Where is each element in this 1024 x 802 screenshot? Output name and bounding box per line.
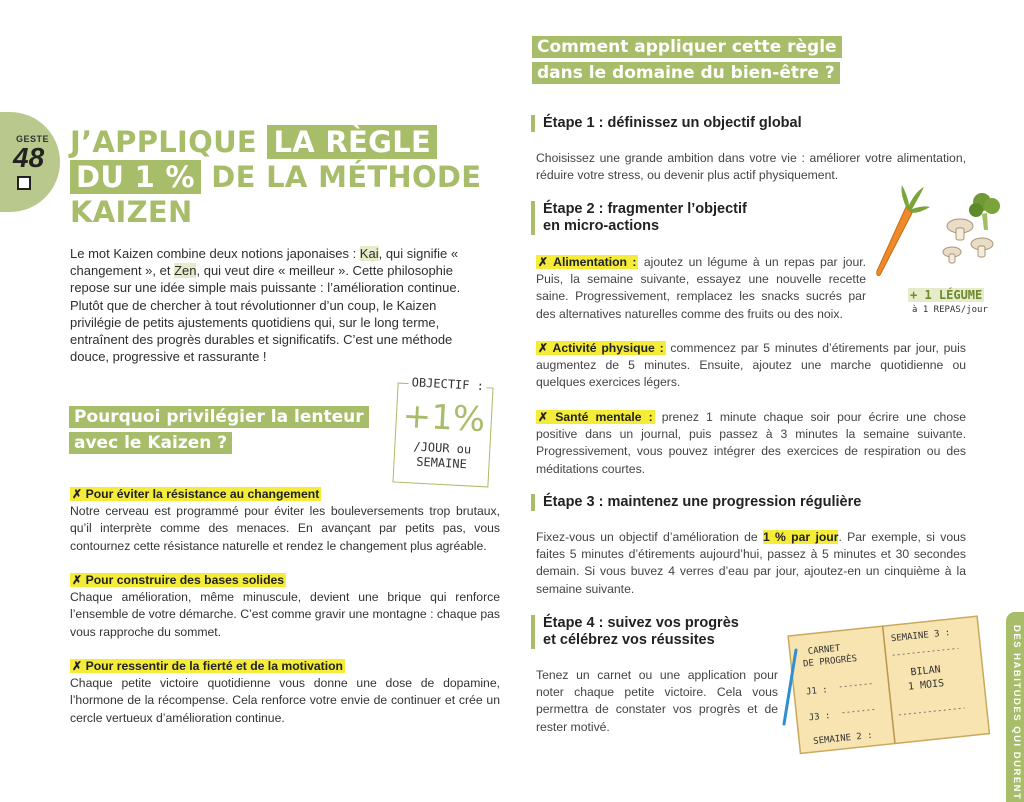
- left-section-line1: Pourquoi privilégier la lenteur: [69, 406, 369, 428]
- carnet-j1: J1 :: [805, 685, 829, 698]
- page-title: [70, 125, 490, 230]
- item-body: Chaque amélioration, même minuscule, devient une brique qui renforce l’ensemble de votre démarche. C’est comme gravir une montagne : chaque pas vous rapproche du sommet.: [70, 590, 500, 639]
- intro-paragraph: [70, 245, 482, 365]
- carrot-illustration: [872, 185, 932, 280]
- activite-label: ✗ Activité physique :: [536, 341, 666, 355]
- sante-label: ✗ Santé mentale :: [536, 410, 655, 424]
- geste-checkbox[interactable]: [17, 176, 31, 190]
- objectif-sub2: SEMAINE: [415, 454, 468, 472]
- step4-heading-line2: et célébrez vos réussites: [543, 632, 715, 648]
- intro-text-1: Le mot Kaizen combine deux notions japonaises :: [70, 246, 360, 261]
- list-item: [70, 486, 500, 555]
- right-section-line1: Comment appliquer cette règle: [532, 36, 842, 58]
- carnet-bilan: BILAN: [910, 664, 942, 679]
- geste-label: GESTE: [16, 134, 50, 144]
- objectif-box: [392, 375, 493, 488]
- carnet-title1: CARNET: [807, 643, 841, 658]
- objectif-sub: [394, 439, 489, 474]
- step1-heading: Étape 1 : définissez un objectif global: [531, 115, 802, 132]
- list-item: [70, 572, 500, 641]
- activite-body: commencez par 5 minutes d’étirements par jour, puis augmentez de 5 minutes. Ensuite, ajoutez une marche quotidienne ou quelques exercices légers.: [536, 341, 966, 390]
- sante-body: prenez 1 minute chaque soir pour écrire une chose positive dans un journal, puis passez à 3 minutes la semaine suivante. Progressivement, vous pouvez intégrer des exercices de respiration ou des méditations courtes.: [536, 410, 966, 476]
- micro-action-sante: [536, 409, 966, 478]
- right-section-heading: [532, 34, 862, 86]
- item-title: ✗ Pour ressentir de la fierté et de la motivation: [70, 659, 345, 673]
- step4-body: Tenez un carnet ou une application pour noter chaque petite victoire. Cela vous permettra de constater vos progrès et de rester motivé.: [536, 668, 778, 734]
- carnet-title2: DE PROGRÈS: [802, 653, 858, 670]
- step3-heading: Étape 3 : maintenez une progression régulière: [531, 494, 861, 511]
- step3-text-a: Fixez-vous un objectif d’amélioration de: [536, 530, 763, 544]
- carnet-semaine2: SEMAINE 2 :: [812, 730, 874, 747]
- title-line1a: J’APPLIQUE: [70, 125, 258, 159]
- carnet-illustration: [782, 612, 992, 762]
- step3-highlight: 1 % par jour: [762, 530, 839, 544]
- item-title: ✗ Pour éviter la résistance au changement: [70, 487, 321, 501]
- carnet-j3: J3 :: [808, 711, 831, 724]
- title-line1b: LA RÈGLE: [267, 125, 437, 159]
- micro-action-activite: [536, 340, 966, 392]
- objectif-value: +1%: [401, 395, 487, 441]
- item-body: Notre cerveau est programmé pour éviter les bouleversements trop brutaux, qu’il interprète comme des menaces. En avançant par petits pas, vous contournez cette résistance naturelle et rendez le changement plus agréable.: [70, 504, 500, 553]
- right-section-line2: dans le domaine du bien-être ?: [532, 62, 840, 84]
- broccoli-mushroom-illustration: [938, 188, 1004, 270]
- intro-text-3: , qui veut dire « meilleur ». Cette philosophie repose sur une idée simple mais puissante : l’amélioration continue. Plutôt que de chercher à tout révolutionner d’un coup, le Kaizen privilégie de petits ajustements quotidiens qui, sur le long terme, entraînent des progrès durables et significatifs. C’est une méthode douce, progressive et rassurante !: [70, 263, 461, 365]
- item-body: Chaque petite victoire quotidienne vous donne une dose de dopamine, l’hormone de la récompense. Cela renforce votre envie de continuer et crée un cercle vertueux d’amélioration continue.: [70, 676, 500, 725]
- carnet-semaine3: SEMAINE 3 :: [890, 628, 951, 645]
- step4-heading-line1: Étape 4 : suivez vos progrès: [543, 615, 739, 631]
- micro-action-alimentation: [536, 254, 866, 323]
- step1-body: Choisissez une grande ambition dans votre vie : améliorer votre alimentation, réduire votre stress, ou devenir plus actif physiquement.: [536, 151, 966, 183]
- carnet-mois: 1 MOIS: [907, 678, 945, 693]
- step2-heading-line1: Étape 2 : fragmenter l’objectif: [543, 201, 747, 217]
- side-tab-label: DES HABITUDES QUI DURENT: [1011, 625, 1022, 801]
- legume-note-big: + 1 LÉGUME: [910, 288, 983, 302]
- legume-note: [908, 288, 984, 302]
- list-item: [70, 658, 500, 727]
- step4-heading: [531, 615, 739, 649]
- title-line2b: DE LA MÉTHODE: [211, 160, 482, 194]
- title-line3: KAIZEN: [70, 195, 193, 229]
- item-title: ✗ Pour construire des bases solides: [70, 573, 286, 587]
- geste-number: 48: [13, 142, 45, 173]
- step3-body: [536, 529, 966, 598]
- step2-heading-line2: en micro-actions: [543, 218, 660, 234]
- intro-kai: Kai: [359, 246, 379, 261]
- step2-heading: [531, 201, 747, 235]
- intro-text-2: , qui signifie « changement », et: [70, 246, 459, 279]
- left-section-line2: avec le Kaizen ?: [69, 432, 232, 454]
- step3-text-b: . Par exemple, si vous faites 5 minutes d’étirements aujourd’hui, passez à 5 minutes et 30 secondes demain. Si vous buvez 4 verres d’eau par jour, ajoutez-en un cinquième à la semaine suivante.: [536, 530, 966, 596]
- objectif-label: OBJECTIF :: [408, 375, 487, 393]
- alimentation-body: ajoutez un légume à un repas par jour. Puis, la semaine suivante, essayez une nouvelle recette saine. Progressivement, remplacez les snacks sucrés par des alternatives naturelles comme des fruits ou des noix.: [536, 255, 867, 321]
- intro-zen: Zen: [174, 263, 197, 279]
- title-line2a: DU 1 %: [70, 160, 201, 194]
- legume-note-small: à 1 REPAS/jour: [912, 305, 988, 315]
- alimentation-label: ✗ Alimentation :: [536, 255, 638, 269]
- left-section-heading: [69, 404, 389, 456]
- objectif-sub1: /JOUR ou: [413, 439, 472, 457]
